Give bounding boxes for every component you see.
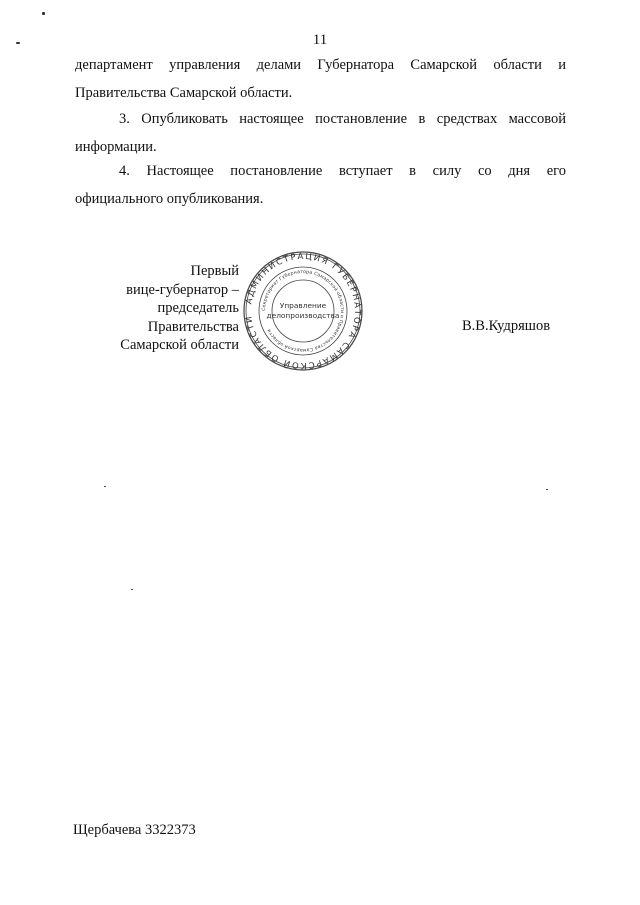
page-number: 11 bbox=[312, 32, 328, 48]
stamp-outer-text: АДМИНИСТРАЦИЯ ГУБЕРНАТОРА САМАРСКОЙ ОБЛАСТИ * bbox=[239, 243, 363, 371]
signatory-title-line: Первый bbox=[190, 263, 239, 279]
executor-contact: Щербачева 3322373 bbox=[73, 822, 196, 838]
scan-speck bbox=[104, 486, 106, 487]
paragraph-line: 4. Настоящее постановление вступает в силу со дня его bbox=[119, 163, 566, 179]
signatory-title bbox=[75, 262, 239, 355]
scan-speck bbox=[42, 12, 45, 15]
stamp-inner-text: Секретариат Губернатора Самарской области и Правительства Самарской области bbox=[261, 269, 345, 353]
signatory-title-line: Самарской области bbox=[120, 337, 239, 353]
paragraph-line: департамент управления делами Губернатора Самарской области и bbox=[75, 57, 566, 73]
paragraph-line: официального опубликования. bbox=[75, 191, 264, 207]
signatory-title-line: председатель Правительства bbox=[147, 300, 239, 335]
scan-speck bbox=[546, 489, 548, 490]
signatory-name: В.В.Кудряшов bbox=[462, 318, 551, 334]
paragraph-line: информации. bbox=[75, 139, 157, 155]
stamp-center-line: Управление bbox=[279, 301, 327, 310]
stamp-center-line: делопроизводства bbox=[266, 311, 340, 320]
paragraph-item-4 bbox=[75, 157, 566, 213]
scan-speck bbox=[131, 589, 133, 590]
paragraph-continued bbox=[75, 51, 566, 107]
scan-speck bbox=[16, 42, 20, 44]
paragraph-line: 3. Опубликовать настоящее постановление в средствах массовой bbox=[119, 111, 566, 127]
paragraph-line: Правительства Самарской области. bbox=[75, 85, 293, 101]
official-stamp bbox=[239, 243, 364, 372]
signatory-title-line: вице-губернатор – bbox=[126, 281, 239, 298]
paragraph-item-3 bbox=[75, 105, 566, 161]
